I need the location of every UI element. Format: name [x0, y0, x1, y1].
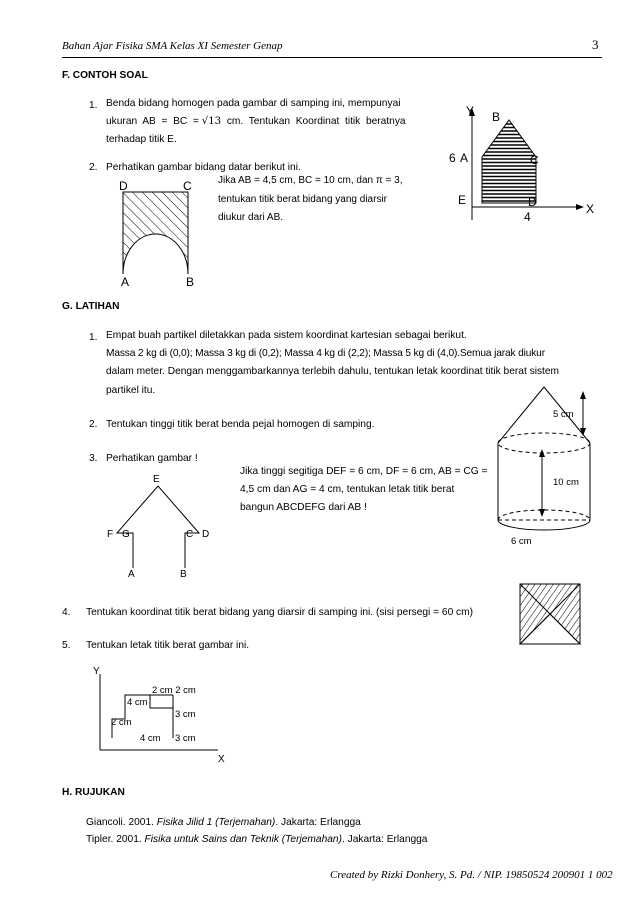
fig5-label-4cm-bot: 4 cm: [140, 733, 161, 744]
reference-2: [86, 834, 427, 845]
fig2-label-a: A: [121, 275, 130, 289]
latihan-q2-number: 2.: [89, 419, 98, 430]
figure-arrow-shape: [102, 470, 220, 582]
reference-1: [86, 817, 361, 828]
figure-step-shape: [88, 662, 238, 766]
latihan-q3-text: Perhatikan gambar !: [106, 453, 198, 464]
latihan-q3-desc2: 4,5 cm dan AG = 4 cm, tentukan letak titik berat: [240, 484, 455, 496]
contoh-q1-line3: terhadap titik E.: [106, 134, 177, 146]
figure-arch-shape: [108, 178, 204, 290]
latihan-q1-number: 1.: [89, 332, 98, 343]
ref1-publisher: . Jakarta: Erlangga: [275, 817, 361, 828]
fig1-label-x: X: [586, 202, 595, 216]
latihan-q3-desc1: Jika tinggi segitiga DEF = 6 cm, DF = 6 cm, AB = CG =: [240, 466, 488, 477]
arrow-up-icon: [580, 391, 586, 399]
fig5-label-3cm-bot: 3 cm: [175, 733, 196, 744]
latihan-q3-desc: [240, 463, 490, 518]
contoh-q1-line1: Benda bidang homogen pada gambar di samping ini, mempunyai: [106, 98, 401, 109]
fig3-label-a: A: [128, 569, 135, 580]
ref1-title: Fisika Jilid 1 (Terjemahan): [156, 817, 276, 828]
contoh-q1-number: 1.: [89, 100, 98, 111]
ref1-author: Giancoli. 2001.: [86, 817, 157, 828]
fig5-label-3cm-mid: 3 cm: [175, 709, 196, 720]
figure-hatched-square: [518, 582, 582, 646]
fig3-label-g: G: [122, 529, 130, 540]
contoh-q2-number: 2.: [89, 162, 98, 173]
fig2-label-b: B: [186, 275, 195, 289]
contoh-q1-line2a: ukuran AB = BC =: [106, 116, 202, 128]
fig3-label-b: B: [180, 569, 187, 580]
arrow-down-icon: [539, 509, 545, 517]
page-number: 3: [592, 37, 599, 52]
contoh-q1-line2: [106, 113, 418, 131]
latihan-q4-text: Tentukan koordinat titik berat bidang yang diarsir di samping ini. (sisi persegi = 60 cm): [86, 607, 474, 618]
contoh-q1-line2b: cm. Tentukan Koordinat titik beratnya: [221, 116, 406, 128]
header-title: Bahan Ajar Fisika SMA Kelas XI Semester Genap: [62, 40, 283, 52]
figure-house-shape: [440, 100, 600, 230]
fig1-label-6: 6: [449, 151, 456, 165]
fig1-label-4: 4: [524, 210, 531, 224]
contoh-q2-desc1: Jika AB = 4,5 cm, BC = 10 cm, dan π = 3,: [218, 175, 403, 186]
arrow-shape-outline: [117, 486, 199, 568]
fig1-label-c: C: [530, 153, 539, 167]
fig1-label-e: E: [458, 193, 467, 207]
fig2-label-c: C: [183, 179, 192, 193]
latihan-q4-number: 4.: [62, 607, 71, 618]
contoh-q2-desc3: diukur dari AB.: [218, 212, 284, 223]
fig3-label-e: E: [153, 474, 160, 485]
contoh-q2-desc: [218, 172, 428, 228]
latihan-q1-line2: Massa 2 kg di (0,0); Massa 3 kg di (0,2); Massa 4 kg di (2,2); Massa 5 kg di (4,0).Semua jarak diukur: [106, 348, 545, 360]
ref2-publisher: . Jakarta: Erlangga: [341, 834, 428, 845]
fig5-label-x: X: [218, 754, 225, 765]
section-heading-latihan: G. LATIHAN: [62, 301, 120, 312]
fig1-label-b: B: [492, 110, 501, 124]
section-heading-rujukan: H. RUJUKAN: [62, 787, 125, 798]
label-5cm: 5 cm: [553, 409, 574, 420]
fig1-label-d: D: [528, 195, 537, 209]
cone-left-edge: [498, 387, 544, 443]
fig3-label-c: C: [186, 529, 194, 540]
fig1-label-y: Y: [466, 104, 475, 118]
fig3-label-d: D: [202, 529, 210, 540]
fig5-label-2cm: 2 cm: [111, 717, 132, 728]
footer-credit: Created by Rizki Donhery, S. Pd. / NIP. 19850524 200901 1 002: [330, 869, 613, 881]
fig1-label-a: A: [460, 151, 469, 165]
fig5-label-2cm-2cm: 2 cm 2 cm: [152, 685, 196, 696]
latihan-q5-text: Tentukan letak titik berat gambar ini.: [86, 640, 250, 651]
fig5-label-4cm-top: 4 cm: [127, 697, 148, 708]
fig5-label-y: Y: [93, 666, 100, 677]
latihan-q3-desc3: bangun ABCDEFG dari AB !: [240, 502, 367, 514]
fig3-label-f: F: [107, 529, 114, 540]
fig2-label-d: D: [119, 179, 128, 193]
contoh-q2-text: Perhatikan gambar bidang datar berikut ini.: [106, 162, 301, 173]
contoh-q2-desc2: tentukan titik berat bidang yang diarsir: [218, 193, 387, 205]
section-heading-contoh-soal: F. CONTOH SOAL: [62, 70, 148, 81]
contoh-q1-text: [106, 95, 418, 150]
arch-shaded-region: [123, 192, 188, 274]
cylinder-top-ellipse: [498, 433, 590, 453]
latihan-q1-line4: partikel itu.: [106, 384, 156, 396]
latihan-q2-text: Tentukan tinggi titik berat benda pejal homogen di samping.: [106, 419, 375, 430]
latihan-q1-line1: Empat buah partikel diletakkan pada sistem koordinat kartesian sebagai berikut.: [106, 330, 467, 341]
cylinder-bottom-front: [498, 520, 590, 530]
x-axis-arrow-icon: [576, 204, 584, 210]
ref2-author: Tipler. 2001.: [86, 834, 145, 845]
latihan-q1-line3: dalam meter. Dengan menggambarkannya terlebih dahulu, tentukan letak koordinat titik berat sistem: [106, 366, 560, 378]
label-6cm: 6 cm: [511, 536, 532, 547]
header-divider: [62, 57, 602, 58]
label-10cm: 10 cm: [553, 477, 579, 488]
figure-cylinder-cone: [490, 380, 600, 550]
ref2-title: Fisika untuk Sains dan Teknik (Terjemahan): [144, 834, 342, 845]
latihan-q3-number: 3.: [89, 453, 98, 464]
latihan-q5-number: 5.: [62, 640, 71, 651]
sqrt-13: √13: [201, 116, 222, 128]
